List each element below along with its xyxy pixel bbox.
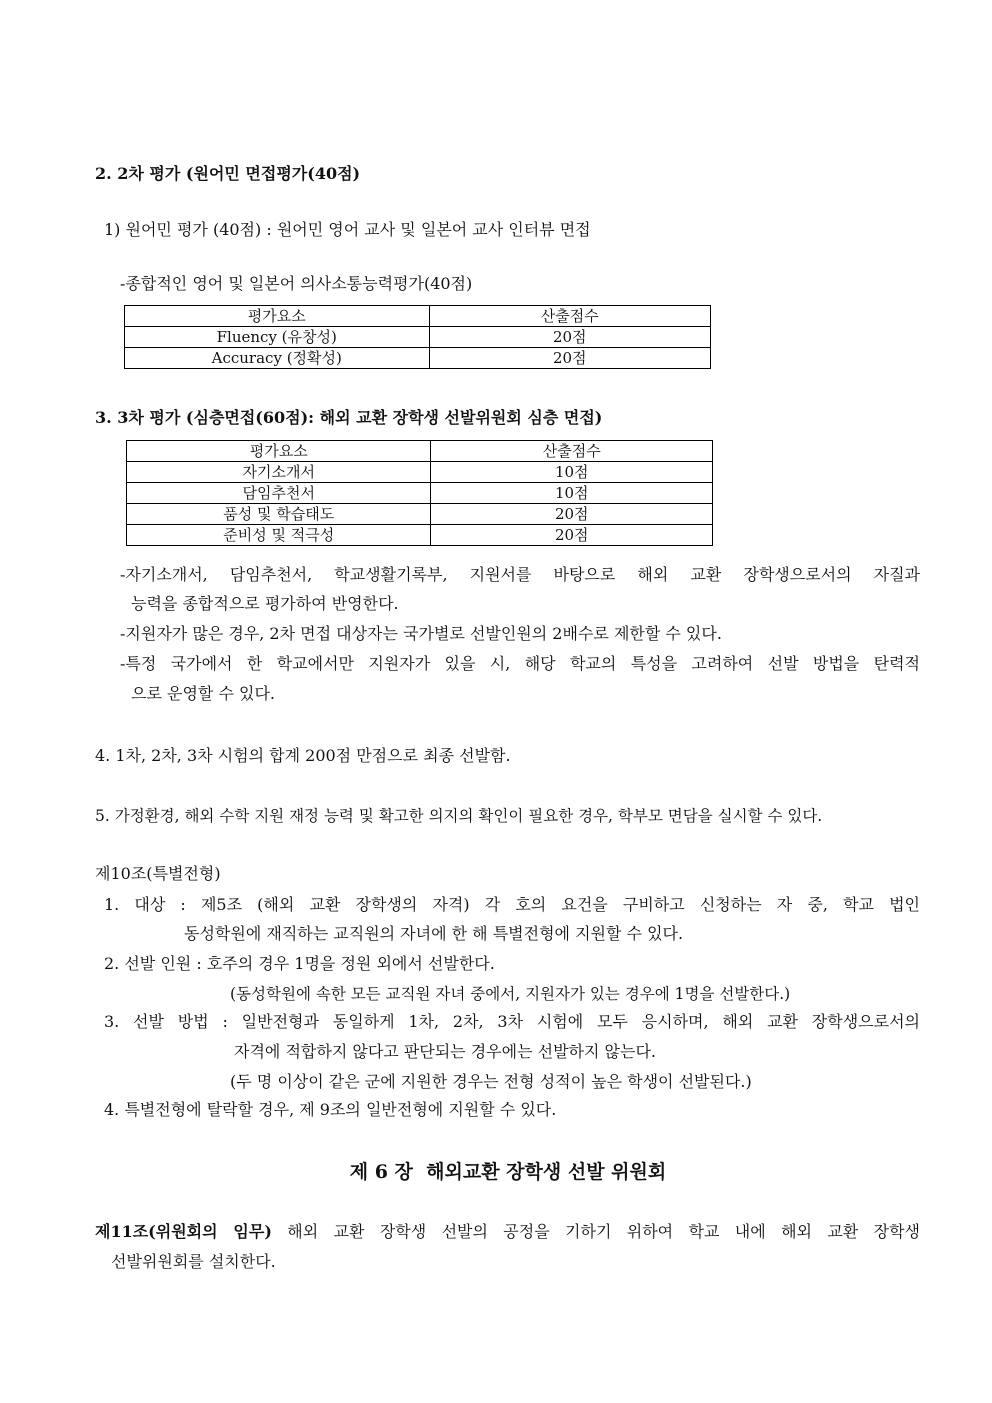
section3-note1-line1: -자기소개서, 담임추천서, 학교생활기록부, 지원서를 바탕으로 해외 교환 장학생으로서의 자질과 bbox=[120, 565, 920, 584]
table-header-row bbox=[125, 306, 711, 327]
table-cell: Accuracy (정확성) bbox=[125, 348, 430, 369]
article10-item1-line1: 1. 대상 : 제5조 (해외 교환 장학생의 자격) 각 호의 요건을 구비하고 신청하는 자 중, 학교 법인 bbox=[104, 895, 920, 914]
table-cell: 10점 bbox=[431, 483, 713, 504]
article10-item2-line2: (동성학원에 속한 모든 교직원 자녀 중에서, 지원자가 있는 경우에 1명을 선발한다.) bbox=[230, 985, 791, 1003]
article10-item4: 4. 특별전형에 탈락할 경우, 제 9조의 일반전형에 지원할 수 있다. bbox=[104, 1100, 557, 1119]
article10-item1-line2: 동성학원에 재직하는 교직원의 자녀에 한 해 특별전형에 지원할 수 있다. bbox=[184, 924, 684, 943]
section3-note2: -지원자가 많은 경우, 2차 면접 대상자는 국가별로 선발인원의 2배수로 제한할 수 있다. bbox=[120, 624, 722, 643]
table-3rd-eval bbox=[126, 440, 713, 546]
table-row bbox=[127, 504, 713, 525]
table-2nd-eval bbox=[124, 305, 711, 369]
section5-text: 5. 가정환경, 해외 수학 지원 재정 능력 및 확고한 의지의 확인이 필요한 경우, 학부모 면담을 실시할 수 있다. bbox=[95, 807, 823, 825]
table-cell: Fluency (유창성) bbox=[125, 327, 430, 348]
table-cell: 20점 bbox=[431, 504, 713, 525]
table-cell: 20점 bbox=[429, 348, 710, 369]
article10-item2-line1: 2. 선발 인원 : 호주의 경우 1명을 정원 외에서 선발한다. bbox=[104, 954, 495, 973]
section2-sub: -종합적인 영어 및 일본어 의사소통능력평가(40점) bbox=[120, 274, 473, 293]
article10-item3-line1: 3. 선발 방법 : 일반전형과 동일하게 1차, 2차, 3차 시험에 모두 응시하며, 해외 교환 장학생으로서의 bbox=[104, 1012, 920, 1031]
section3-note1-line2: 능력을 종합적으로 평가하여 반영한다. bbox=[131, 594, 399, 613]
table-cell: 10점 bbox=[431, 462, 713, 483]
section4-text: 4. 1차, 2차, 3차 시험의 합계 200점 만점으로 최종 선발함. bbox=[95, 746, 511, 765]
table-header-cell: 산출점수 bbox=[431, 441, 713, 462]
article10-item3-line3: (두 명 이상이 같은 군에 지원한 경우는 전형 성적이 높은 학생이 선발된다.) bbox=[230, 1072, 752, 1091]
article11-line2: 선발위원회를 설치한다. bbox=[111, 1252, 276, 1271]
table-cell: 준비성 및 적극성 bbox=[127, 525, 431, 546]
table-cell: 담임추천서 bbox=[127, 483, 431, 504]
section3-note3-line1: -특정 국가에서 한 학교에서만 지원자가 있을 시, 해당 학교의 특성을 고려하여 선발 방법을 탄력적 bbox=[120, 654, 920, 673]
section3-note3-line2: 으로 운영할 수 있다. bbox=[131, 684, 275, 703]
table-row bbox=[127, 525, 713, 546]
table-row bbox=[127, 483, 713, 504]
section2-heading: 2. 2차 평가 (원어민 면접평가(40점) bbox=[95, 164, 361, 183]
article11-line1 bbox=[95, 1221, 920, 1243]
article11-title: 제11조(위원회의 임무) bbox=[95, 1222, 272, 1241]
section3-heading: 3. 3차 평가 (심층면접(60점): 해외 교환 장학생 선발위원회 심층 면접) bbox=[95, 408, 603, 427]
article10-title: 제10조(특별전형) bbox=[95, 864, 221, 883]
table-header-cell: 산출점수 bbox=[429, 306, 710, 327]
table-header-row bbox=[127, 441, 713, 462]
article11-text: 해외 교환 장학생 선발의 공정을 기하기 위하여 학교 내에 해외 교환 장학생 bbox=[271, 1222, 920, 1241]
section2-item1: 1) 원어민 평가 (40점) : 원어민 영어 교사 및 일본어 교사 인터뷰 면접 bbox=[104, 220, 591, 239]
table-cell: 자기소개서 bbox=[127, 462, 431, 483]
table-cell: 품성 및 학습태도 bbox=[127, 504, 431, 525]
table-header-cell: 평가요소 bbox=[125, 306, 430, 327]
table-cell: 20점 bbox=[431, 525, 713, 546]
table-row bbox=[125, 348, 711, 369]
table-row bbox=[125, 327, 711, 348]
table-header-cell: 평가요소 bbox=[127, 441, 431, 462]
article10-item3-line2: 자격에 적합하지 않다고 판단되는 경우에는 선발하지 않는다. bbox=[234, 1042, 657, 1061]
chapter6-heading: 제 6 장 해외교환 장학생 선발 위원회 bbox=[349, 1161, 667, 1183]
table-row bbox=[127, 462, 713, 483]
table-cell: 20점 bbox=[429, 327, 710, 348]
